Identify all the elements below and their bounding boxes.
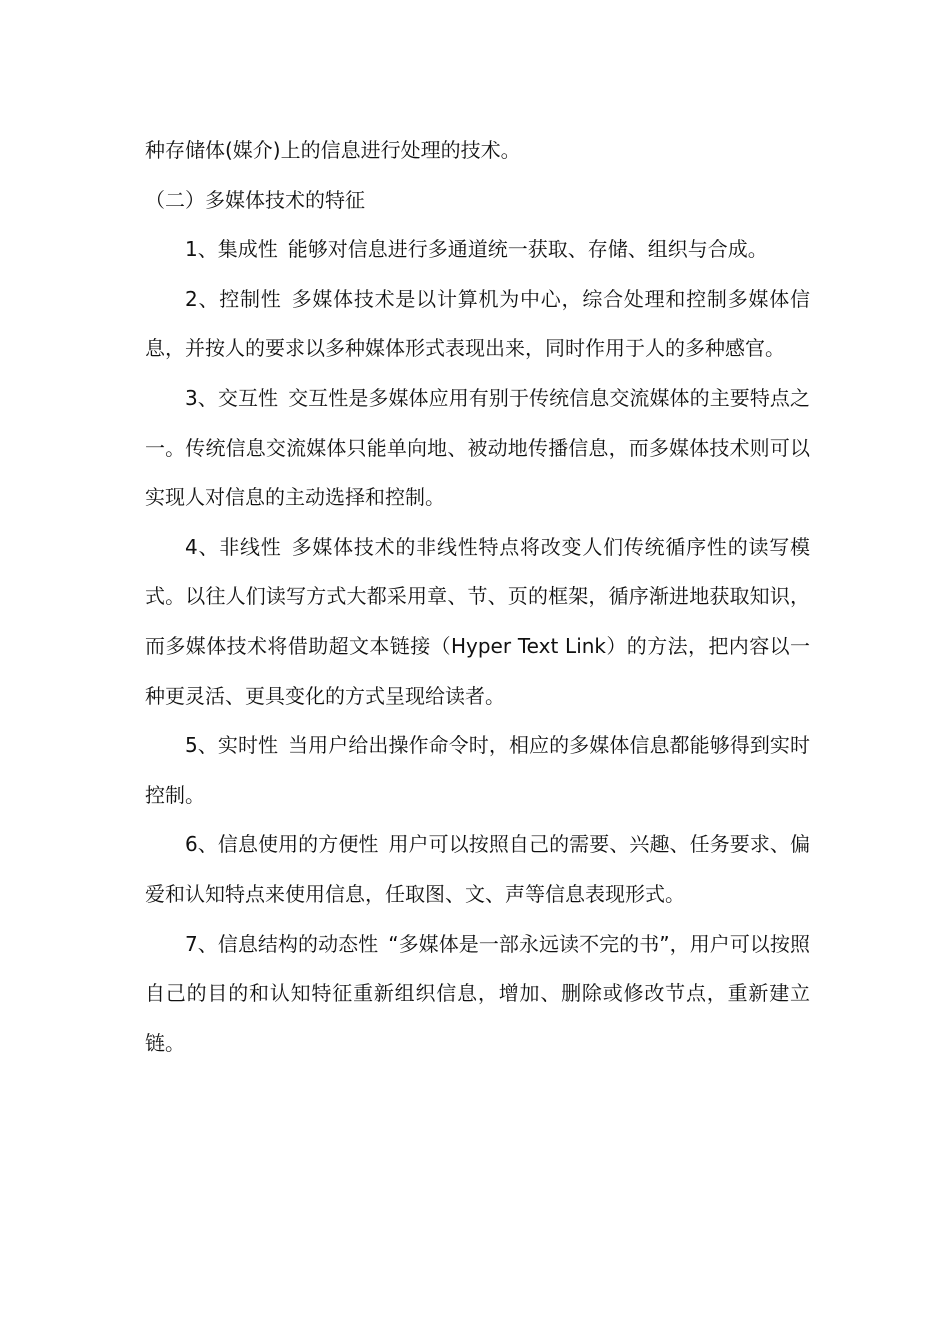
feature-paragraph-7 [145, 920, 810, 1069]
feature-paragraph-2 [145, 275, 810, 374]
feature-paragraph-4 [145, 523, 810, 721]
feature-term: 1、集成性 [185, 237, 278, 262]
feature-term: 3、交互性 [185, 385, 279, 410]
feature-text: 能够对信息进行多通道统一获取、存储、组织与合成。 [287, 237, 768, 262]
feature-term: 2、控制性 [185, 286, 282, 311]
section-heading: （二）多媒体技术的特征 [145, 187, 365, 212]
feature-term: 7、信息结构的动态性 [185, 931, 379, 956]
feature-term: 6、信息使用的方便性 [185, 832, 379, 857]
feature-term: 4、非线性 [185, 534, 282, 559]
feature-term: 5、实时性 [185, 733, 279, 758]
feature-paragraph-3 [145, 374, 810, 523]
feature-text: 用户可以按照自己的需要、兴趣、任务要求、偏爱和认知特点来使用信息，任取图、文、声等信息表现形式。 [145, 832, 810, 906]
document-body [145, 126, 810, 1068]
feature-text: 交互性是多媒体应用有别于传统信息交流媒体的主要特点之一。传统信息交流媒体只能单向地、被动地传播信息，而多媒体技术则可以实现人对信息的主动选择和控制。 [145, 385, 810, 510]
feature-text: 当用户给出操作命令时，相应的多媒体信息都能够得到实时控制。 [145, 733, 810, 807]
feature-paragraph-5 [145, 721, 810, 820]
feature-text: 多媒体技术是以计算机为中心，综合处理和控制多媒体信息，并按人的要求以多种媒体形式表现出来，同时作用于人的多种感官。 [145, 286, 811, 361]
feature-paragraph-6 [145, 820, 810, 919]
feature-text: 多媒体技术的非线性特点将改变人们传统循序性的读写模式。以往人们读写方式大都采用章、节、页的框架，循序渐进地获取知识，而多媒体技术将借助超文本链接（Hyper Text Link）的方法，把内容以一种更灵活、更具变化的方式呈现给读者。 [145, 534, 811, 708]
lead-paragraph: 种存储体(媒介)上的信息进行处理的技术。 [145, 138, 521, 162]
feature-text: “多媒体是一部永远读不完的书”，用户可以按照自己的目的和认知特征重新组织信息，增加、删除或修改节点，重新建立链。 [145, 931, 810, 1055]
feature-paragraph-1 [145, 225, 810, 275]
